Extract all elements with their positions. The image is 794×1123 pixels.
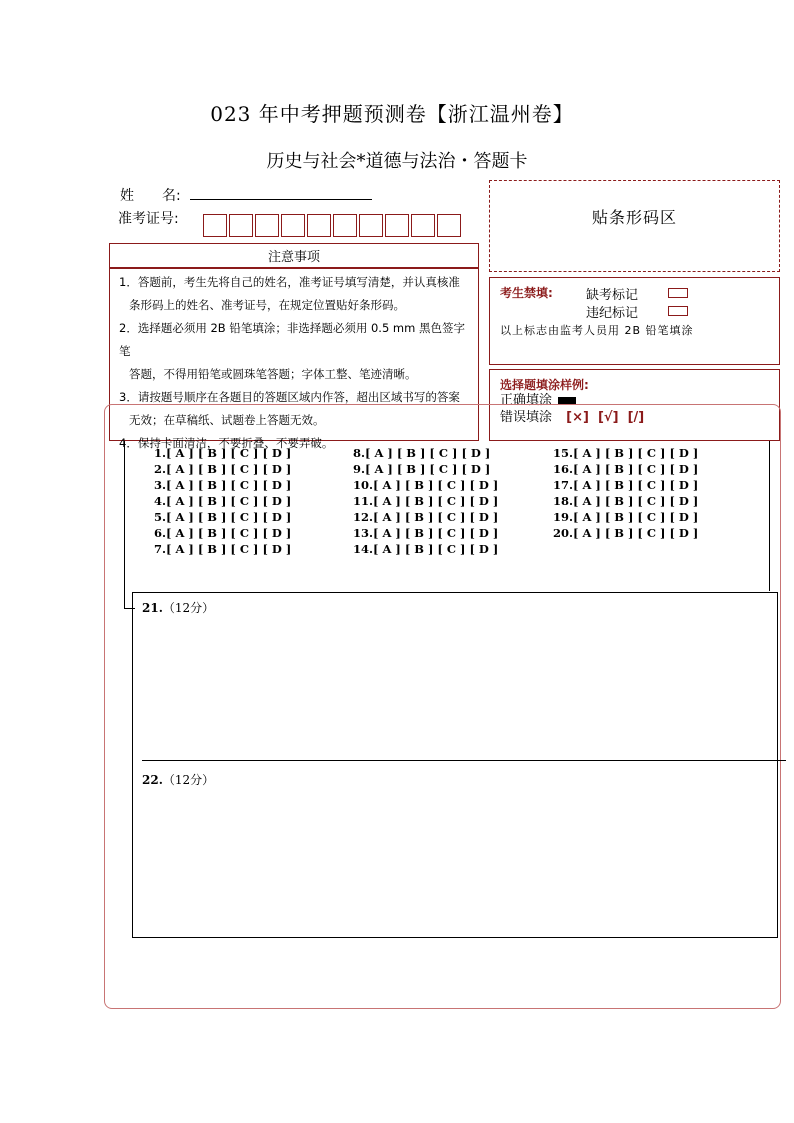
- absent-mark-box[interactable]: [668, 288, 688, 298]
- exam-id-cell[interactable]: [255, 214, 279, 237]
- exam-id-cell[interactable]: [229, 214, 253, 237]
- page-title: 023 年中考押题预测卷【浙江温州卷】: [210, 102, 574, 126]
- answer-row[interactable]: 11.[ A ] [ B ] [ C ] [ D ]: [353, 494, 499, 508]
- exam-id-cell[interactable]: [411, 214, 435, 237]
- answer-row[interactable]: 14.[ A ] [ B ] [ C ] [ D ]: [353, 542, 499, 556]
- answer-row[interactable]: 1.[ A ] [ B ] [ C ] [ D ]: [154, 446, 292, 460]
- sample-correct-mark: [558, 397, 576, 404]
- forbidden-note: 以上标志由监考人员用 2B 铅笔填涂: [500, 324, 694, 337]
- answer-row[interactable]: 20.[ A ] [ B ] [ C ] [ D ]: [553, 526, 699, 540]
- written-answer-box[interactable]: [132, 592, 778, 938]
- q22-heading: 22.（12分）: [142, 773, 215, 787]
- answer-row[interactable]: 2.[ A ] [ B ] [ C ] [ D ]: [154, 462, 292, 476]
- answer-row[interactable]: 7.[ A ] [ B ] [ C ] [ D ]: [154, 542, 292, 556]
- answer-row[interactable]: 5.[ A ] [ B ] [ C ] [ D ]: [154, 510, 292, 524]
- barcode-label: 贴条形码区: [591, 208, 677, 227]
- sample-wrong-label: 错误填涂: [500, 410, 553, 425]
- forbidden-box: [489, 277, 780, 365]
- notice-line: 答题，不得用铅笔或圆珠笔答题；字体工整、笔迹清晰。: [129, 367, 417, 381]
- page-subtitle: 历史与社会*道德与法治・答题卡: [266, 151, 528, 172]
- exam-id-cell[interactable]: [281, 214, 305, 237]
- exam-id-label: 准考证号:: [118, 211, 179, 227]
- answer-row[interactable]: 16.[ A ] [ B ] [ C ] [ D ]: [553, 462, 699, 476]
- answer-row[interactable]: 9.[ A ] [ B ] [ C ] [ D ]: [353, 462, 491, 476]
- answer-col-1: [154, 445, 291, 557]
- exam-id-cell[interactable]: [359, 214, 383, 237]
- answer-col-2: [353, 445, 498, 557]
- answer-row[interactable]: 8.[ A ] [ B ] [ C ] [ D ]: [353, 446, 491, 460]
- violation-label: 违纪标记: [586, 306, 639, 321]
- q21-heading: 21.（12分）: [142, 601, 215, 615]
- answer-row[interactable]: 12.[ A ] [ B ] [ C ] [ D ]: [353, 510, 499, 524]
- notice-line: 4．保持卡面清洁，不要折叠、不要弄破。: [119, 436, 334, 450]
- answer-row[interactable]: 18.[ A ] [ B ] [ C ] [ D ]: [553, 494, 699, 508]
- sample-wrong-marks: [×] [√] [/]: [566, 410, 645, 425]
- exam-id-cell[interactable]: [307, 214, 331, 237]
- exam-id-cells[interactable]: [203, 214, 473, 238]
- exam-id-cell[interactable]: [333, 214, 357, 237]
- barcode-area: [489, 180, 780, 272]
- notice-line: 无效；在草稿纸、试题卷上答题无效。: [129, 413, 325, 427]
- notice-line: 1．答题前，考生先将自己的姓名，准考证号填写清楚，并认真核准: [119, 275, 460, 289]
- exam-id-cell[interactable]: [203, 214, 227, 237]
- q21-divider: [142, 760, 786, 761]
- sample-correct-label: 正确填涂: [500, 393, 553, 408]
- answer-row[interactable]: 15.[ A ] [ B ] [ C ] [ D ]: [553, 446, 699, 460]
- forbidden-label: 考生禁填:: [500, 286, 553, 300]
- violation-mark-box[interactable]: [668, 306, 688, 316]
- answer-row[interactable]: 13.[ A ] [ B ] [ C ] [ D ]: [353, 526, 499, 540]
- sample-title: 选择题填涂样例:: [500, 378, 589, 392]
- answer-col-3: [553, 445, 698, 541]
- absent-label: 缺考标记: [586, 288, 639, 303]
- exam-id-cell[interactable]: [437, 214, 461, 237]
- answer-row[interactable]: 10.[ A ] [ B ] [ C ] [ D ]: [353, 478, 499, 492]
- answer-row[interactable]: 4.[ A ] [ B ] [ C ] [ D ]: [154, 494, 292, 508]
- exam-id-cell[interactable]: [385, 214, 409, 237]
- answer-row[interactable]: 19.[ A ] [ B ] [ C ] [ D ]: [553, 510, 699, 524]
- name-field[interactable]: [190, 199, 372, 200]
- name-label: 姓 名:: [120, 188, 181, 204]
- answer-row[interactable]: 3.[ A ] [ B ] [ C ] [ D ]: [154, 478, 292, 492]
- notice-title-box: [109, 243, 479, 268]
- notice-title: 注意事项: [267, 250, 320, 265]
- notice-line: 2．选择题必须用 2B 铅笔填涂；非选择题必须用 0.5 mm 黑色签字笔: [119, 321, 465, 358]
- notice-line: 3．请按题号顺序在各题目的答题区域内作答，超出区域书写的答案: [119, 390, 460, 404]
- notice-line: 条形码上的姓名、准考证号，在规定位置贴好条形码。: [129, 298, 405, 312]
- answer-row[interactable]: 6.[ A ] [ B ] [ C ] [ D ]: [154, 526, 292, 540]
- answer-row[interactable]: 17.[ A ] [ B ] [ C ] [ D ]: [553, 478, 699, 492]
